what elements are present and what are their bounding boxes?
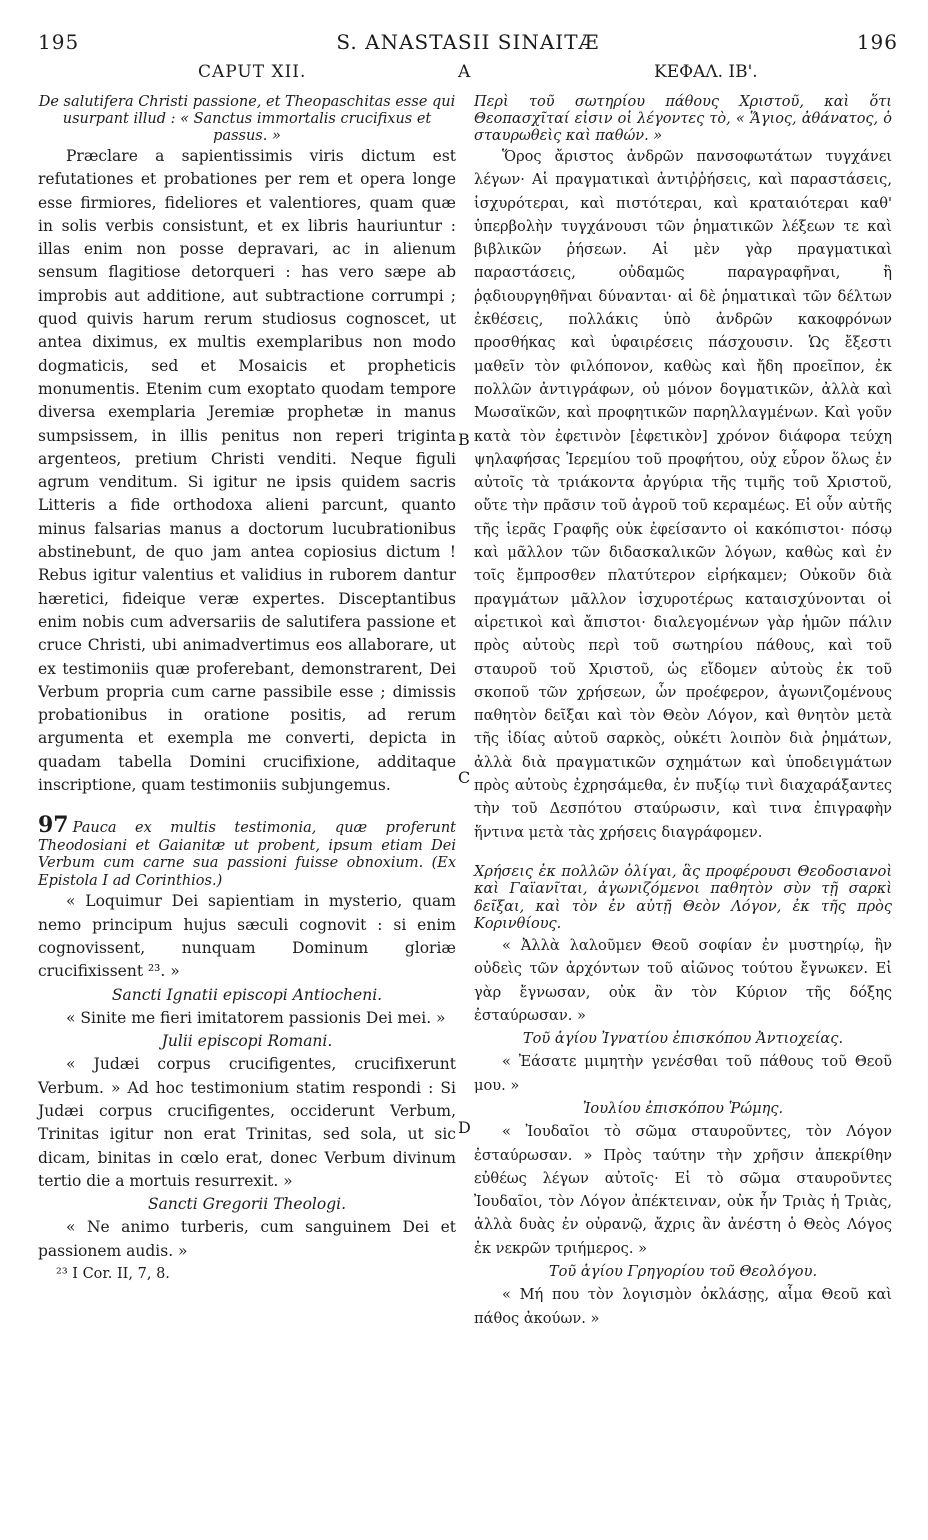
page-number-left: 195 bbox=[38, 30, 80, 54]
latin-section-heading bbox=[38, 812, 456, 890]
latin-section bbox=[38, 812, 456, 890]
greek-author-2: Ἰουλίου ἐπισκόπου Ῥώμης. bbox=[582, 1099, 784, 1117]
greek-quote-3: « Ἰουδαῖοι τὸ σῶμα σταυροῦντες, τὸν Λόγον ἐσταύρωσαν. » Πρὸς ταύτην τὴν χρῆσιν ἀπεκρίθην εὐθέως λέγων αὐτοῖς· Εἰ τὸ σῶμα σταυροῦντες Ἰουδαῖοι, τὸν Λόγον ἀπέκτειναν, οὐκ ἦν Τριὰς ἡ Τριὰς, ἀλλὰ δυὰς ἐν οὐρανῷ, ἄχρις ἂν ἀνέστη ὁ Θεὸς Λόγος ἐκ νεκρῶν τριήμερος. » bbox=[474, 1123, 892, 1257]
caput-greek: ΚΕΦΑΛ. ΙΒ'. bbox=[654, 62, 758, 82]
margin-marker-b: B bbox=[458, 430, 470, 449]
latin-author-3: Sancti Gregorii Theologi. bbox=[147, 1195, 347, 1214]
caput-latin: CAPUT XII. bbox=[198, 62, 307, 82]
latin-quote-2: « Sinite me fieri imitatorem passionis Dei mei. » bbox=[66, 1008, 446, 1027]
greek-quote-2: « Ἐάσατε μιμητὴν γενέσθαι τοῦ πάθους τοῦ Θεοῦ μου. » bbox=[474, 1053, 892, 1094]
margin-marker-c: C bbox=[458, 768, 471, 787]
latin-quote-1: « Loquimur Dei sapientiam in mysterio, quam nemo principum hujus sæculi cognovit : si enim cognovissent, nunquam Dominum gloriæ crucifixissent ²³. » bbox=[38, 892, 456, 981]
margin-marker-d: D bbox=[458, 1118, 471, 1137]
latin-section-heading-text: Pauca ex multis testimonia, quæ proferunt Theodosiani et Gaianitæ ut probent, ipsum etiam Dei Verbum cum carne sua passioni fuisse obnoxium. (Ex Epistola I ad Corinthios.) bbox=[38, 820, 456, 889]
greek-paragraph: Ὅρος ἄριστος ἀνδρῶν πανσοφωτάτων τυγχάνει λέγων· Αἱ πραγματικαὶ ἀντιῤῥήσεις, καὶ παραστάσεις, ἰσχυρότεραι, καὶ πιστότεραι, καὶ κραταιότεραι καθ' ὑπερβολὴν τυγχάνουσι τῶν ῥηματικῶν λέξεων τε καὶ βιβλικῶν ῥήσεων. Αἱ μὲν γὰρ πραγματικαὶ παραστάσεις, οὐδαμῶς παραγραφῆναι, ἢ ῥᾳδιουργηθῆναι δύνανται· αἱ δὲ ῥηματικαὶ τῶν δέλτων ἐκθέσεις, πολλάκις ὑπὸ ἀνδρῶν κακοφρόνων προσθήκας καὶ ὑφαιρέσεις πάσχουσιν. Ὡς ἔξεστι μαθεῖν τὸν φιλόπονον, καθὼς καὶ ἤδη προεῖπον, ἐκ πολλῶν ἀντιγράφων, οὐ μόνον δογματικῶν, ἀλλὰ καὶ Μωσαϊκῶν, καὶ προφητικῶν παρηλλαγμένων. Καὶ γοῦν κατὰ τὸν ἐφετινὸν [ἐφετικὸν] χρόνον διάφορα τεύχη ψηλαφήσας Ἱερεμίου τοῦ προφήτου, οὐχ εὗρον ὅλως ἐν αὐτοῖς τὰ τριάκοντα ἀργύρια τῆς τιμῆς τοῦ Χριστοῦ, οὔτε τὴν πρᾶσιν τοῦ ἀγροῦ τοῦ κεραμέως. Εἰ οὖν αὐτῆς τῆς ἱερᾶς Γραφῆς οὐκ ἐφείσαντο οἱ κακόπιστοι· πόσῳ καὶ μᾶλλον τῶν διδασκαλικῶν λόγων, καθὼς καὶ ἐν τοῖς ἔμπροσθεν πλατύτερον εἰρήκαμεν; Οὐκοῦν διὰ πραγμάτων μᾶλλον ἰσχυροτέρως καταισχύνονται οἱ αἱρετικοὶ καὶ ἄπιστοι· διαλεγομένων γὰρ ἡμῶν πάλιν πρὸς αὐτοὺς περὶ τοῦ σωτηρίου πάθους, καὶ τοῦ σταυροῦ τοῦ Χριστοῦ, ὡς εἴδομεν αὐτοὺς ἐκ τοῦ σκοποῦ τῶν χρήσεων, ὧν προέφερον, ἀγωνιζομένους παθητὸν δεῖξαι καὶ τὸν Θεὸν Λόγον, καὶ θνητὸν μετὰ τῆς ἰδίας αὐτοῦ σαρκὸς, οὐκέτι λοιπὸν διὰ ῥημάτων, ἀλλὰ διὰ πραγματικῶν σχημάτων καὶ ὑποδειγμάτων πρὸς αὐτοὺς ἐχρησάμεθα, ἐν πυξίῳ τινὶ διαχαράξαντες τὴν τοῦ Δεσπότου σταύρωσιν, καὶ τινα ἐπιγραφὴν ἥντινα μετὰ τὰς χρήσεις διαγράφομεν. bbox=[474, 148, 892, 841]
running-head bbox=[38, 30, 898, 60]
greek-quote-1: « Ἀλλὰ λαλοῦμεν Θεοῦ σοφίαν ἐν μυστηρίῳ, ἣν οὐδεὶς τῶν ἀρχόντων τοῦ αἰῶνος τούτου ἔγνωκεν. Εἰ γὰρ ἔγνωσαν, οὐκ ἂν τὸν Κύριον τῆς δόξης ἐσταύρωσαν. » bbox=[474, 936, 892, 1024]
greek-author-1: Τοῦ ἁγίου Ἰγνατίου ἐπισκόπου Ἀντιοχείας. bbox=[522, 1030, 844, 1048]
greek-quote-4: « Μή που τὸν λογισμὸν ὀκλάσῃς, αἷμα Θεοῦ καὶ πάθος ἀκούων. » bbox=[474, 1286, 892, 1327]
running-title: S. ANASTASII SINAITÆ bbox=[336, 30, 600, 54]
footnote: ²³ I Cor. II, 7, 8. bbox=[56, 1266, 170, 1283]
latin-column bbox=[38, 94, 456, 1286]
greek-heading: Περὶ τοῦ σωτηρίου πάθους Χριστοῦ, καὶ ὅτι Θεοπασχῖταί εἰσιν οἱ λέγοντες τὸ, « Ἅγιος, ἀθάνατος, ὁ σταυρωθεὶς καὶ παθών. » bbox=[474, 94, 892, 144]
latin-author-2: Julii episcopi Romani. bbox=[161, 1032, 333, 1051]
chapter-head bbox=[38, 62, 898, 88]
latin-heading: De salutifera Christi passione, et Theopaschitas esse qui usurpant illud : « Sanctus immortalis crucifixus et passus. » bbox=[38, 94, 456, 144]
greek-section-heading: Χρήσεις ἐκ πολλῶν ὀλίγαι, ἃς προφέρουσι Θεοδοσιανοὶ καὶ Γαϊανῖται, ἀγωνιζόμενοι παθητὸν σὺν τῇ σαρκὶ δεῖξαι, καὶ τὸν ἐν αὐτῇ Θεὸν Λόγον, ἐκ τῆς πρὸς Κορινθίους. bbox=[474, 863, 892, 933]
latin-author-1: Sancti Ignatii episcopi Antiocheni. bbox=[111, 985, 383, 1004]
latin-paragraph: Præclare a sapientissimis viris dictum est refutationes et probationes per rem et opera longe esse firmiores, fideliores et valentiores, quam quæ in solis verbis consistunt, et ex libris hauriuntur : illas enim non posse depravari, ac in alienum sensum flagitiose detorqueri : has vero sæpe ab improbis aut additione, aut subtractione corrumpi ; quod quivis harum rerum studiosus cognoscet, ut antea diximus, ex multis exemplaribus non modo dogmaticis, sed et Mosaicis et propheticis monumentis. Etenim cum exoptato quodam tempore diversa exemplaria Jeremiæ prophetæ in manus sumpsissem, in illis penitus non reperi triginta argenteos, pretium Christi venditi. Neque figuli agrum venditum. Si igitur ne ipsis quidem sacris Litteris a fide orthodoxa alieni parcunt, quanto minus falsarias manus a doctorum lucubrationibus abstinebunt, de quo jam antea copiosius dictum ! Rebus igitur valentius et validius in ruborem dantur hæretici, fideique veræ expertes. Disceptantibus enim nobis cum adversariis de salutifera passione et cruce Christi, ubi animadvertimus eos allaborare, ut ex testimoniis quæ proferebant, demonstrarent, Dei Verbum propria cum carne passibile esse ; dimissis probationibus in oratione positis, ad rerum argumenta et exempla me converti, depicta in quadam tabella Domini crucifixione, additaque inscriptione, quam testimoniis subjungemus. bbox=[38, 147, 456, 795]
section-number: 97 bbox=[38, 812, 69, 839]
greek-section bbox=[474, 864, 892, 934]
greek-column bbox=[474, 94, 892, 1330]
greek-author-3: Τοῦ ἁγίου Γρηγορίου τοῦ Θεολόγου. bbox=[548, 1263, 818, 1281]
page-number-right: 196 bbox=[856, 30, 898, 54]
latin-quote-4: « Ne animo turberis, cum sanguinem Dei et passionem audis. » bbox=[38, 1218, 456, 1260]
column-marker-a: A bbox=[458, 62, 471, 82]
latin-quote-3: « Judæi corpus crucifigentes, crucifixerunt Verbum. » Ad hoc testimonium statim respondi : Si Judæi corpus crucifigentes, occiderunt Verbum, Trinitas igitur non erat Trinitas, sed sola, ut sic dicam, binitas in cœlo erat, donec Verbum divinum tertio die a mortuis resurrexit. » bbox=[38, 1055, 456, 1190]
